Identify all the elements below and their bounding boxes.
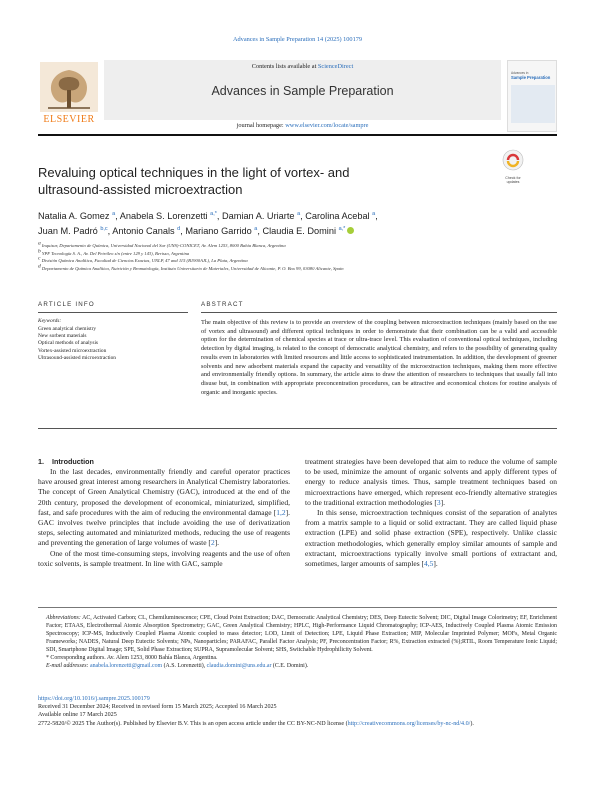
paragraph: One of the most time-consuming steps, involving reagents and the use of often toxic solvents, is sample treatment. In line with GAC, sample (38, 548, 290, 568)
cover-title-top: Advances in (511, 71, 529, 75)
abbreviations-text: AC, Activated Carbon; CL, Chemiluminescence; CPE, Cloud Point Extraction; DAC, Democratic Analytical Chemistry; DES, Deep Eutectic Solvent; DIC, Digital Image Colorimetry; EF, Enrichment Factor; ETAAS, Electrothermal Atomic Absorption Spectrometry; GAC, Green Analytical Chemistry; HPLC, High-Performance Liquid Chromatography; ICP-AES, Inductively Coupled Plasma Atomic Emission Spectroscopy; ICP-MS, Inductively Coupled Plasma Atomic coupled to mass detector; LOD, Limit of Detection; LPE, Liquid Phase Extraction; MIP, Molecular Imprinted Polymer; MOFs, Metal Organic Frameworks; NADES, Natural Deep Eutectic Solvents; NPs, Nanoparticles; PARAFAC, Parallel Factor Analysis; PF, Preconcentration Factor; R%, Extraction extracted (%);RTIL, Room Temperature Ionic Liquid; SDI, Smartphone Digital Image; SPE, Solid Phase Extraction; SUPRA, Supramolecular Solvent; SHS, Switchable Hydrophilicity Solvent. (46, 615, 557, 653)
author-separator: , (375, 211, 378, 221)
author-separator: , (115, 211, 120, 221)
email-link[interactable]: claudia.domini@uns.edu.ar (206, 663, 272, 669)
homepage-prefix: journal homepage: (236, 122, 286, 129)
affiliation-key: a (38, 240, 41, 247)
cover-image-block (511, 85, 555, 123)
author-separator: , (257, 226, 263, 236)
paragraph-text: In this sense, microextraction techniques consist of the separation of analytes from a matrix sample to a liquid or solid extractant. They are called liquid phase extraction (LPE) and solid phase extraction (SPE), respectively. Unlike classic extraction methodologies, which generally employ similar amounts of sample and extractant, microextractions typically involve small portions of extractant and, sometimes, larger amounts of samples [ (305, 508, 557, 569)
sciencedirect-link[interactable]: ScienceDirect (317, 63, 354, 70)
section-heading-introduction (38, 457, 102, 466)
abstract-text: The main objective of this review is to provide an overview of the coupling between microextraction techniques (mainly based on the use of vortex and ultrasound) and different optical techniques in order to demonstrate that their combination can be a valid and accessible option for the determination of chemical species at trace or ultra-trace level. This evaluation of conventional optical techniques, including detection by digital imaging, is related to the concept of democratic analytical chemistry, and refers to the possibility of generating quality results even in laboratories with limited resources and little access to sophisticated instrumentation. In addition, the development of greener solvents and new adsorbent materials expand the capacity and versatility of the microextraction techniques, making them more effective and environmentally friendly options. In summary, the article aims to draw the attention of researchers to techniques that usually fall into disuse but, in combination with appropriate preconcentration procedures, can be attractive and economical choices for routine analysis of organic and inorganic species. (201, 319, 557, 396)
journal-cover-thumbnail[interactable] (507, 60, 557, 132)
contents-prefix: Contents lists available at (251, 63, 318, 70)
license-statement (38, 720, 557, 728)
author-name: Antonio Canals (112, 226, 175, 236)
author-affiliation-ref[interactable]: a (297, 210, 301, 217)
abbreviations-label: Abbreviations: (46, 615, 81, 621)
elsevier-logo[interactable] (38, 60, 100, 132)
keyword-item: Vortex-assisted microextraction (38, 347, 107, 354)
author-affiliation-ref[interactable]: b,c (100, 225, 108, 232)
affiliation-text: División Química Analítica, Facultad de Ciencias Exactas, UNLP, 47 and 115 (B1900AJL), La Plata, Argentina (41, 258, 248, 264)
author-name: Juan M. Padró (38, 226, 98, 236)
author-name: Damian A. Uriarte (222, 211, 295, 221)
body-column-left (38, 467, 290, 569)
front-matter-divider (38, 428, 557, 429)
affiliation-text: YPF Tecnología S. A., Av. Del Petróleo s/n (entre 129 y 143), Berisso, Argentina (41, 250, 190, 256)
author-name: Anabela S. Lorenzetti (119, 211, 208, 221)
affiliation-list (38, 242, 558, 272)
author-separator: , (107, 226, 113, 236)
paragraph (305, 508, 557, 569)
keyword-item: Optical methods of analysis (38, 340, 99, 347)
author-separator: , (300, 211, 306, 221)
affiliation-key: b (38, 248, 41, 255)
homepage-line (104, 122, 501, 129)
affiliation-text: Departamento de Química Analítica, Nutrición y Bromatología, Instituto Universitario de Materiales, Universidad de Alicante, P. O. Box 99, 03080 Alicante, Spain (41, 265, 344, 271)
check-for-updates-badge[interactable] (500, 149, 526, 184)
check-updates-icon (500, 149, 526, 171)
email-addresses (38, 662, 557, 670)
email-link[interactable]: anabela.lorenzetti@gmail.com (89, 663, 163, 669)
author-affiliation-ref[interactable]: a,* (338, 225, 346, 232)
masthead (38, 60, 557, 132)
citation-link[interactable]: 4,5 (424, 559, 434, 569)
section-number: 1. (38, 457, 44, 466)
paragraph-text: ]. (433, 559, 438, 569)
affiliation-item (38, 257, 558, 265)
title-line-1: Revaluing optical techniques in the light of vortex- and (38, 165, 350, 180)
check-updates-label: Check for updates (505, 176, 521, 184)
author-name: Natalia A. Gomez (38, 211, 110, 221)
license-text: 2772-5820/© 2025 The Author(s). Published by Elsevier B.V. This is an open access article under the CC BY-NC-ND license ( (38, 720, 348, 727)
keyword-list (38, 326, 188, 362)
author[interactable] (38, 226, 112, 236)
license-text: ). (470, 720, 474, 727)
citation-link[interactable]: 2 (210, 538, 215, 548)
author[interactable] (305, 211, 378, 221)
contents-line (104, 63, 501, 70)
email-label: E-mail addresses: (46, 663, 90, 669)
body-column-right (305, 457, 557, 569)
email-owner: (C.E. Domini). (271, 663, 309, 669)
keyword-item: Green analytical chemistry (38, 326, 97, 332)
license-link[interactable]: http://creativecommons.org/licenses/by-nc-nd/4.0/ (347, 720, 471, 727)
paragraph (305, 457, 557, 508)
masthead-band (104, 60, 501, 120)
keyword-item: New sorbent materials (38, 333, 87, 340)
author-separator: , (180, 226, 186, 236)
cover-title-main: Sample Preparation (511, 75, 551, 80)
author[interactable] (112, 226, 185, 236)
affiliation-text: Inquisur, Departamento de Química, Universidad Nacional del Sur (UNS)-CONICET, Av. Alem 1253, 8000 Bahía Blanca, Argentina (41, 243, 286, 248)
author-affiliation-ref[interactable]: a (254, 225, 258, 232)
journal-citation[interactable]: Advances in Sample Preparation 14 (2025) 100179 (232, 36, 363, 43)
keyword-item: Ultrasound-assisted microextraction (38, 354, 116, 361)
author-name: Carolina Acebal (305, 211, 370, 221)
abbreviations-footnote (38, 614, 557, 654)
footnotes (38, 614, 557, 670)
author-affiliation-ref[interactable]: a (112, 210, 116, 217)
author[interactable] (120, 211, 222, 221)
affiliation-key: d (38, 263, 41, 270)
author-affiliation-ref[interactable]: a (372, 210, 376, 217)
article-title (38, 164, 478, 198)
abstract-heading: ABSTRACT (201, 301, 244, 308)
author-list (38, 209, 498, 239)
doi-link[interactable]: https://doi.org/10.1016/j.sampre.2025.100179 (38, 696, 150, 702)
author-affiliation-ref[interactable]: d (177, 225, 181, 232)
available-online-date: Available online 17 March 2025 (38, 712, 117, 719)
affiliation-key: c (38, 255, 41, 262)
paragraph (38, 467, 290, 549)
author[interactable] (222, 211, 305, 221)
affiliation-item (38, 265, 558, 273)
author-name: Mariano Garrido (185, 226, 252, 236)
footnote-divider (38, 607, 557, 608)
author[interactable] (185, 226, 262, 236)
journal-title: Advances in Sample Preparation (211, 84, 394, 98)
orcid-icon[interactable] (347, 227, 354, 234)
title-line-2: ultrasound-assisted microextraction (38, 182, 243, 197)
author-affiliation-ref[interactable]: a,* (210, 210, 217, 217)
paragraph-text: treatment strategies have been developed that aim to reduce the volume of sample to be used, minimize the amount of organic solvents and apply different types of energy to reduce analysis times. Thus, sample treatment techniques based on microextractions have emerged, which represent eco-friendly alternative strategies to the traditional extraction methodologies [ (305, 457, 557, 507)
affiliation-item (38, 250, 558, 258)
paragraph-text: In the last decades, environmentally friendly and careful operator practices have aroused great interest among researchers in Analytical Chemistry laboratories. The concept of Green Analytical Chemistry (GAC), introduced at the end of the 20th century, proposed the development of economical, miniaturized, simplified, fast, and safe procedures with the aim of reducing the environmental damage [ (38, 467, 290, 517)
citation-link[interactable]: 1,2 (276, 507, 286, 517)
author-name: Claudia E. Domini (262, 226, 336, 236)
section-title: Introduction (52, 457, 94, 466)
journal-homepage-link[interactable]: www.elsevier.com/locate/sampre (285, 122, 369, 129)
received-dates: Received 31 December 2024; Received in revised form 15 March 2025; Accepted 16 March 2025 (38, 704, 277, 711)
corresponding-author-note: * Corresponding authors. Av. Alem 1253, 8000 Bahía Blanca, Argentina. (46, 655, 218, 661)
email-owner: (A.S. Lorenzetti), (162, 663, 207, 669)
author[interactable] (38, 211, 120, 221)
abstract-divider (201, 312, 557, 313)
keywords-label: Keywords: (38, 318, 62, 324)
paragraph-text: ]. GAC involves twelve principles that include avoiding the use of derivatization steps, selecting automated and miniaturized methods, reducing the use of reagents and preventing the generation of large volumes of waste [ (38, 507, 290, 548)
author-separator: , (216, 211, 222, 221)
article-info-heading: ARTICLE INFO (38, 301, 95, 308)
citation-link[interactable]: 3 (436, 497, 441, 507)
author[interactable] (262, 226, 345, 236)
masthead-divider (38, 134, 557, 136)
paragraph-text: ]. (214, 538, 220, 548)
publisher-wordmark: ELSEVIER (43, 114, 95, 125)
affiliation-item (38, 242, 558, 250)
article-metadata (38, 695, 557, 728)
paragraph-text: ]. (440, 497, 445, 507)
article-info-divider (38, 312, 188, 313)
